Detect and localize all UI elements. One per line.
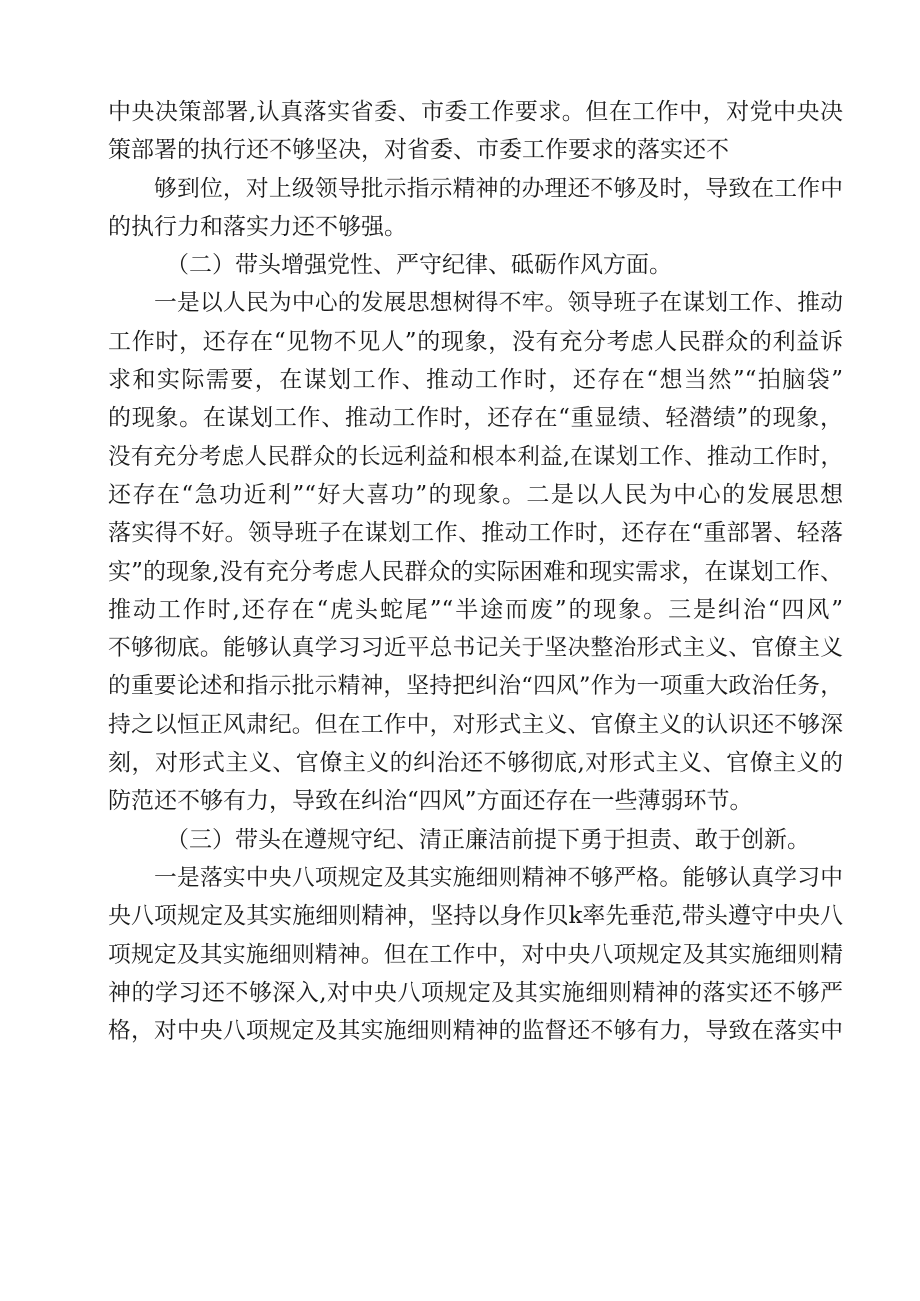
text-line: 格，对中央八项规定及其实施细则精神的监督还不够有力，导致在落实中 (108, 1018, 843, 1045)
text-line: 项规定及其实施细则精神。但在工作中，对中央八项规定及其实施细则精 (108, 941, 843, 968)
text-line: 防范还不够有力，导致在纠治“四风”方面还存在一些薄弱环节。 (108, 788, 753, 815)
text-line: 实”的现象,没有充分考虑人民群众的实际困难和现实需求，在谋划工作、 (108, 558, 843, 585)
text-line: 一是落实中央八项规定及其实施细则精神不够严格。能够认真学习中 (154, 864, 843, 891)
text-line: 央八项规定及其实施细则精神，坚持以身作贝k率先垂范,带头遵守中央八 (108, 903, 843, 930)
text-line: 策部署的执行还不够坚决，对省委、市委工作要求的落实还不 (108, 137, 729, 164)
text-line: 工作时，还存在“见物不见人”的现象，没有充分考虑人民群众的利益诉 (108, 328, 843, 355)
text-line: 还存在“急功近利”“好大喜功”的现象。二是以人民为中心的发展思想 (108, 481, 843, 508)
text-line: 推动工作时,还存在“虎头蛇尾”“半途而废”的现象。三是纠治“四风” (108, 596, 843, 623)
section-heading: （二）带头增强党性、严守纪律、砥砺作风方面。 (166, 252, 672, 279)
text-line: 中央决策部署,认真落实省委、市委工作要求。但在工作中，对党中央决 (108, 99, 843, 125)
text-line: 没有充分考虑人民群众的长远利益和根本利益,在谋划工作、推动工作时， (108, 443, 843, 470)
document-body (108, 93, 843, 1050)
text-line: 的执行力和落实力还不够强。 (108, 213, 407, 240)
text-line: 落实得不好。领导班子在谋划工作、推动工作时，还存在“重部署、轻落 (108, 520, 843, 547)
text-line: 的重要论述和指示批示精神，坚持把纠治“四风”作为一项重大政治任务， (108, 673, 843, 700)
text-line: 持之以恒正风肃纪。但在工作中，对形式主义、官僚主义的认识还不够深 (108, 711, 843, 738)
text-line: 够到位，对上级领导批示指示精神的办理还不够及时，导致在工作中 (154, 175, 843, 202)
text-line: 求和实际需要，在谋划工作、推动工作时，还存在“想当然”“拍脑袋” (108, 367, 843, 394)
text-line: 的现象。在谋划工作、推动工作时，还存在“重显绩、轻潜绩”的现象， (108, 405, 843, 432)
text-line: 不够彻底。能够认真学习习近平总书记关于坚决整治形式主义、官僚主义 (108, 635, 843, 662)
text-line: 神的学习还不够深入,对中央八项规定及其实施细则精神的落实还不够严 (108, 979, 843, 1006)
section-heading: （三）带头在遵规守纪、清正廉洁前提下勇于担责、敢于创新。 (166, 826, 810, 853)
text-line: 刻，对形式主义、官僚主义的纠治还不够彻底,对形式主义、官僚主义的 (108, 750, 843, 777)
text-line: 一是以人民为中心的发展思想树得不牢。领导班子在谋划工作、推动 (154, 290, 843, 317)
